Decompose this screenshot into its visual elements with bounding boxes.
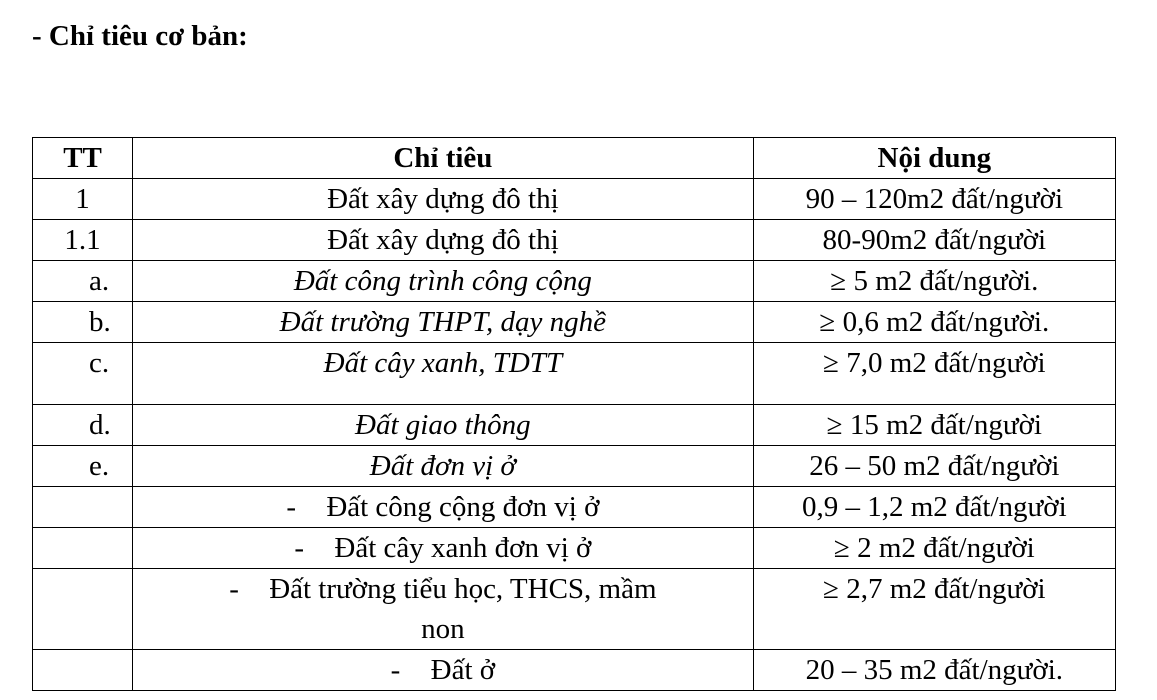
subitem-label-line2: non — [421, 613, 465, 645]
row-tt: a. — [33, 261, 133, 302]
row-tt: d. — [33, 405, 133, 446]
row-noi-dung: ≥ 2,7 m2 đất/người — [753, 569, 1115, 650]
table-row — [33, 343, 1116, 405]
row-chi-tieu: Đất xây dựng đô thị — [133, 179, 754, 220]
row-noi-dung: 0,9 – 1,2 m2 đất/người — [753, 487, 1115, 528]
row-tt: 1 — [33, 179, 133, 220]
row-chi-tieu-subitem — [133, 487, 754, 528]
row-tt: 1.1 — [33, 220, 133, 261]
table-row — [33, 405, 1116, 446]
table-row — [33, 261, 1116, 302]
table-row — [33, 650, 1116, 691]
subitem-label-line1: Đất trường tiểu học, THCS, mầm — [269, 573, 657, 605]
row-tt-empty — [33, 650, 133, 691]
table-row — [33, 302, 1116, 343]
row-noi-dung: 90 – 120m2 đất/người — [753, 179, 1115, 220]
row-noi-dung: 80-90m2 đất/người — [753, 220, 1115, 261]
row-chi-tieu: Đất cây xanh, TDTT — [133, 343, 754, 405]
subitem-label: Đất cây xanh đơn vị ở — [334, 532, 592, 564]
table-row — [33, 569, 1116, 650]
row-noi-dung: ≥ 2 m2 đất/người — [753, 528, 1115, 569]
row-chi-tieu: Đất trường THPT, dạy nghề — [133, 302, 754, 343]
row-chi-tieu-subitem — [133, 569, 754, 650]
bullet-dash: - — [294, 532, 305, 564]
row-tt: b. — [33, 302, 133, 343]
subitem-label: Đất công cộng đơn vị ở — [326, 491, 600, 523]
header-noi-dung: Nội dung — [753, 138, 1115, 179]
row-chi-tieu-subitem — [133, 650, 754, 691]
row-tt-empty — [33, 487, 133, 528]
table-row — [33, 528, 1116, 569]
row-chi-tieu: Đất công trình công cộng — [133, 261, 754, 302]
row-noi-dung: ≥ 0,6 m2 đất/người. — [753, 302, 1115, 343]
row-chi-tieu: Đất xây dựng đô thị — [133, 220, 754, 261]
indicator-table — [32, 137, 1116, 691]
table-row — [33, 179, 1116, 220]
row-chi-tieu-subitem — [133, 528, 754, 569]
row-chi-tieu: Đất giao thông — [133, 405, 754, 446]
table-row — [33, 487, 1116, 528]
header-tt: TT — [33, 138, 133, 179]
subitem-label: Đất ở — [430, 654, 496, 686]
row-noi-dung: ≥ 5 m2 đất/người. — [753, 261, 1115, 302]
row-chi-tieu: Đất đơn vị ở — [133, 446, 754, 487]
table-header-row — [33, 138, 1116, 179]
bullet-dash: - — [229, 573, 239, 605]
table-row — [33, 220, 1116, 261]
row-tt-empty — [33, 569, 133, 650]
row-tt-empty — [33, 528, 133, 569]
table-row — [33, 446, 1116, 487]
section-heading: - Chỉ tiêu cơ bản: — [32, 20, 248, 52]
row-noi-dung: 20 – 35 m2 đất/người. — [753, 650, 1115, 691]
row-tt: c. — [33, 343, 133, 405]
header-chi-tieu: Chỉ tiêu — [133, 138, 754, 179]
bullet-dash: - — [286, 491, 296, 523]
row-noi-dung: 26 – 50 m2 đất/người — [753, 446, 1115, 487]
row-noi-dung: ≥ 15 m2 đất/người — [753, 405, 1115, 446]
row-tt: e. — [33, 446, 133, 487]
bullet-dash: - — [390, 654, 401, 686]
row-noi-dung: ≥ 7,0 m2 đất/người — [753, 343, 1115, 405]
